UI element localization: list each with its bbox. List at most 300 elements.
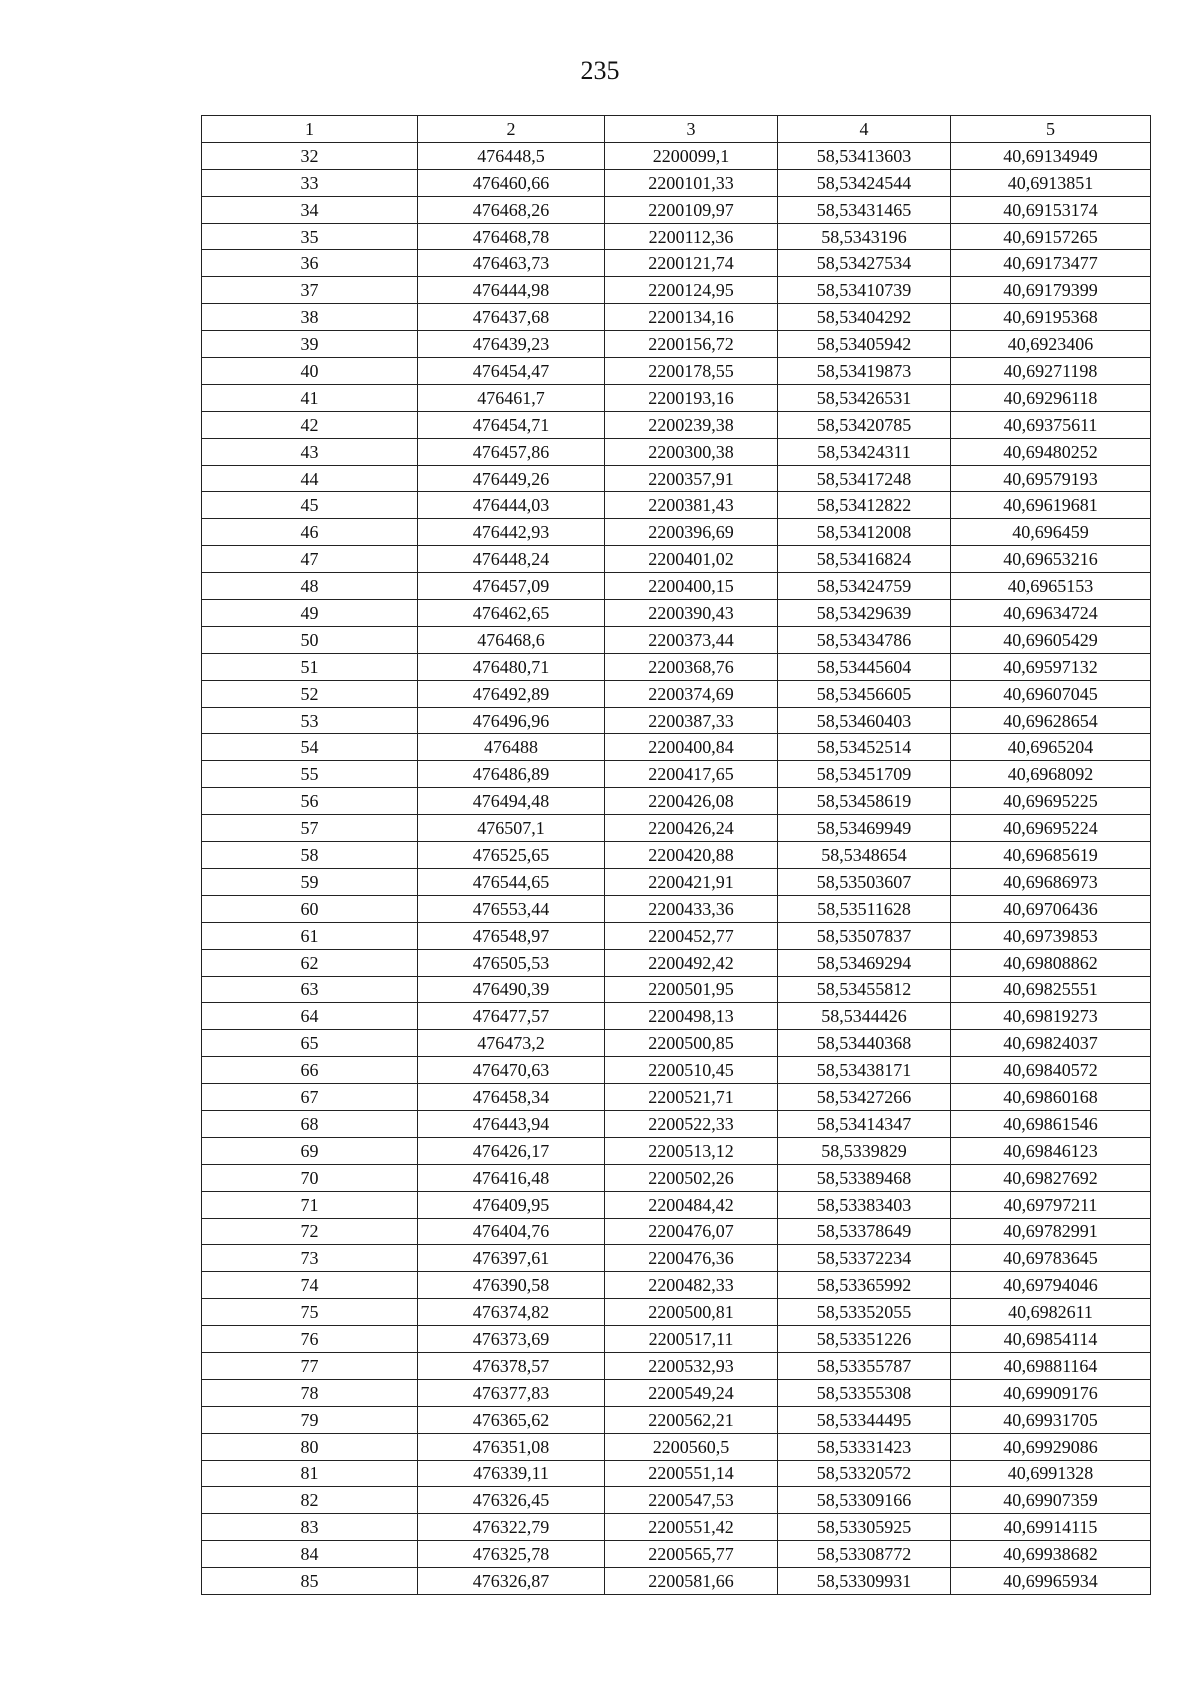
y-coordinate-cell: 2200452,77 xyxy=(605,922,778,949)
table-row xyxy=(202,169,1151,196)
table-row xyxy=(202,1191,1151,1218)
x-coordinate-cell: 476525,65 xyxy=(418,842,605,869)
latitude-cell: 58,53424759 xyxy=(778,573,951,600)
table-row xyxy=(202,546,1151,573)
table-row xyxy=(202,1487,1151,1514)
longitude-cell: 40,69931705 xyxy=(951,1406,1151,1433)
x-coordinate-cell: 476326,45 xyxy=(418,1487,605,1514)
point-number-cell: 37 xyxy=(202,277,418,304)
latitude-cell: 58,53469294 xyxy=(778,949,951,976)
longitude-cell: 40,69808862 xyxy=(951,949,1151,976)
point-number-cell: 45 xyxy=(202,492,418,519)
x-coordinate-cell: 476416,48 xyxy=(418,1164,605,1191)
latitude-cell: 58,53414347 xyxy=(778,1110,951,1137)
x-coordinate-cell: 476404,76 xyxy=(418,1218,605,1245)
table-row xyxy=(202,1003,1151,1030)
y-coordinate-cell: 2200482,33 xyxy=(605,1272,778,1299)
y-coordinate-cell: 2200357,91 xyxy=(605,465,778,492)
latitude-cell: 58,53331423 xyxy=(778,1433,951,1460)
longitude-cell: 40,69907359 xyxy=(951,1487,1151,1514)
x-coordinate-cell: 476488 xyxy=(418,734,605,761)
x-coordinate-cell: 476548,97 xyxy=(418,922,605,949)
table-row xyxy=(202,331,1151,358)
latitude-cell: 58,53456605 xyxy=(778,680,951,707)
longitude-cell: 40,69179399 xyxy=(951,277,1151,304)
longitude-cell: 40,69797211 xyxy=(951,1191,1151,1218)
longitude-cell: 40,69794046 xyxy=(951,1272,1151,1299)
y-coordinate-cell: 2200401,02 xyxy=(605,546,778,573)
latitude-cell: 58,53413603 xyxy=(778,142,951,169)
table-row xyxy=(202,842,1151,869)
point-number-cell: 62 xyxy=(202,949,418,976)
x-coordinate-cell: 476463,73 xyxy=(418,250,605,277)
point-number-cell: 78 xyxy=(202,1379,418,1406)
x-coordinate-cell: 476397,61 xyxy=(418,1245,605,1272)
y-coordinate-cell: 2200101,33 xyxy=(605,169,778,196)
x-coordinate-cell: 476437,68 xyxy=(418,304,605,331)
longitude-cell: 40,69157265 xyxy=(951,223,1151,250)
x-coordinate-cell: 476457,09 xyxy=(418,573,605,600)
longitude-cell: 40,69619681 xyxy=(951,492,1151,519)
latitude-cell: 58,53410739 xyxy=(778,277,951,304)
y-coordinate-cell: 2200112,36 xyxy=(605,223,778,250)
point-number-cell: 64 xyxy=(202,1003,418,1030)
latitude-cell: 58,53419873 xyxy=(778,358,951,385)
x-coordinate-cell: 476365,62 xyxy=(418,1406,605,1433)
latitude-cell: 58,53426531 xyxy=(778,384,951,411)
point-number-cell: 40 xyxy=(202,358,418,385)
latitude-cell: 58,53351226 xyxy=(778,1326,951,1353)
table-body xyxy=(202,142,1151,1594)
x-coordinate-cell: 476468,26 xyxy=(418,196,605,223)
latitude-cell: 58,5339829 xyxy=(778,1137,951,1164)
point-number-cell: 59 xyxy=(202,868,418,895)
x-coordinate-cell: 476486,89 xyxy=(418,761,605,788)
table-row xyxy=(202,1433,1151,1460)
table-row xyxy=(202,250,1151,277)
table-row xyxy=(202,358,1151,385)
table-row xyxy=(202,1379,1151,1406)
table-row xyxy=(202,1568,1151,1595)
x-coordinate-cell: 476390,58 xyxy=(418,1272,605,1299)
table-row xyxy=(202,707,1151,734)
y-coordinate-cell: 2200484,42 xyxy=(605,1191,778,1218)
longitude-cell: 40,69881164 xyxy=(951,1352,1151,1379)
latitude-cell: 58,53365992 xyxy=(778,1272,951,1299)
latitude-cell: 58,53372234 xyxy=(778,1245,951,1272)
table-row xyxy=(202,519,1151,546)
latitude-cell: 58,53455812 xyxy=(778,976,951,1003)
x-coordinate-cell: 476457,86 xyxy=(418,438,605,465)
latitude-cell: 58,53378649 xyxy=(778,1218,951,1245)
longitude-cell: 40,6965204 xyxy=(951,734,1151,761)
point-number-cell: 65 xyxy=(202,1030,418,1057)
x-coordinate-cell: 476492,89 xyxy=(418,680,605,707)
latitude-cell: 58,53420785 xyxy=(778,411,951,438)
point-number-cell: 56 xyxy=(202,788,418,815)
y-coordinate-cell: 2200387,33 xyxy=(605,707,778,734)
table-row xyxy=(202,895,1151,922)
y-coordinate-cell: 2200121,74 xyxy=(605,250,778,277)
y-coordinate-cell: 2200109,97 xyxy=(605,196,778,223)
x-coordinate-cell: 476325,78 xyxy=(418,1541,605,1568)
latitude-cell: 58,53434786 xyxy=(778,626,951,653)
x-coordinate-cell: 476458,34 xyxy=(418,1084,605,1111)
latitude-cell: 58,53320572 xyxy=(778,1460,951,1487)
longitude-cell: 40,6923406 xyxy=(951,331,1151,358)
y-coordinate-cell: 2200099,1 xyxy=(605,142,778,169)
header-cell: 1 xyxy=(202,116,418,143)
latitude-cell: 58,53503607 xyxy=(778,868,951,895)
longitude-cell: 40,69634724 xyxy=(951,600,1151,627)
longitude-cell: 40,69607045 xyxy=(951,680,1151,707)
x-coordinate-cell: 476461,7 xyxy=(418,384,605,411)
longitude-cell: 40,69134949 xyxy=(951,142,1151,169)
longitude-cell: 40,6913851 xyxy=(951,169,1151,196)
table-row xyxy=(202,734,1151,761)
x-coordinate-cell: 476439,23 xyxy=(418,331,605,358)
header-cell: 5 xyxy=(951,116,1151,143)
latitude-cell: 58,53305925 xyxy=(778,1514,951,1541)
latitude-cell: 58,53412008 xyxy=(778,519,951,546)
latitude-cell: 58,53405942 xyxy=(778,331,951,358)
x-coordinate-cell: 476454,71 xyxy=(418,411,605,438)
latitude-cell: 58,53344495 xyxy=(778,1406,951,1433)
latitude-cell: 58,53412822 xyxy=(778,492,951,519)
point-number-cell: 41 xyxy=(202,384,418,411)
latitude-cell: 58,53309166 xyxy=(778,1487,951,1514)
latitude-cell: 58,53427266 xyxy=(778,1084,951,1111)
y-coordinate-cell: 2200381,43 xyxy=(605,492,778,519)
longitude-cell: 40,69686973 xyxy=(951,868,1151,895)
y-coordinate-cell: 2200513,12 xyxy=(605,1137,778,1164)
latitude-cell: 58,53431465 xyxy=(778,196,951,223)
header-cell: 4 xyxy=(778,116,951,143)
table-row xyxy=(202,1541,1151,1568)
x-coordinate-cell: 476494,48 xyxy=(418,788,605,815)
x-coordinate-cell: 476426,17 xyxy=(418,1137,605,1164)
longitude-cell: 40,69685619 xyxy=(951,842,1151,869)
latitude-cell: 58,53507837 xyxy=(778,922,951,949)
longitude-cell: 40,69819273 xyxy=(951,1003,1151,1030)
point-number-cell: 50 xyxy=(202,626,418,653)
x-coordinate-cell: 476470,63 xyxy=(418,1057,605,1084)
table-row xyxy=(202,277,1151,304)
table-row xyxy=(202,626,1151,653)
longitude-cell: 40,69271198 xyxy=(951,358,1151,385)
point-number-cell: 33 xyxy=(202,169,418,196)
y-coordinate-cell: 2200501,95 xyxy=(605,976,778,1003)
table-row xyxy=(202,1406,1151,1433)
x-coordinate-cell: 476377,83 xyxy=(418,1379,605,1406)
x-coordinate-cell: 476477,57 xyxy=(418,1003,605,1030)
x-coordinate-cell: 476480,71 xyxy=(418,653,605,680)
y-coordinate-cell: 2200156,72 xyxy=(605,331,778,358)
x-coordinate-cell: 476449,26 xyxy=(418,465,605,492)
point-number-cell: 42 xyxy=(202,411,418,438)
x-coordinate-cell: 476454,47 xyxy=(418,358,605,385)
latitude-cell: 58,53355787 xyxy=(778,1352,951,1379)
table-row xyxy=(202,384,1151,411)
y-coordinate-cell: 2200390,43 xyxy=(605,600,778,627)
longitude-cell: 40,69846123 xyxy=(951,1137,1151,1164)
point-number-cell: 72 xyxy=(202,1218,418,1245)
longitude-cell: 40,69824037 xyxy=(951,1030,1151,1057)
y-coordinate-cell: 2200426,24 xyxy=(605,815,778,842)
y-coordinate-cell: 2200421,91 xyxy=(605,868,778,895)
table-row xyxy=(202,680,1151,707)
x-coordinate-cell: 476473,2 xyxy=(418,1030,605,1057)
latitude-cell: 58,5344426 xyxy=(778,1003,951,1030)
latitude-cell: 58,53438171 xyxy=(778,1057,951,1084)
latitude-cell: 58,53309931 xyxy=(778,1568,951,1595)
table-row xyxy=(202,1030,1151,1057)
table-row xyxy=(202,1352,1151,1379)
longitude-cell: 40,69480252 xyxy=(951,438,1151,465)
y-coordinate-cell: 2200239,38 xyxy=(605,411,778,438)
x-coordinate-cell: 476444,03 xyxy=(418,492,605,519)
table-row xyxy=(202,1137,1151,1164)
y-coordinate-cell: 2200532,93 xyxy=(605,1352,778,1379)
point-number-cell: 68 xyxy=(202,1110,418,1137)
y-coordinate-cell: 2200549,24 xyxy=(605,1379,778,1406)
point-number-cell: 73 xyxy=(202,1245,418,1272)
x-coordinate-cell: 476462,65 xyxy=(418,600,605,627)
longitude-cell: 40,69965934 xyxy=(951,1568,1151,1595)
longitude-cell: 40,6965153 xyxy=(951,573,1151,600)
latitude-cell: 58,53355308 xyxy=(778,1379,951,1406)
table-header-row xyxy=(202,116,1151,143)
longitude-cell: 40,6968092 xyxy=(951,761,1151,788)
latitude-cell: 58,53404292 xyxy=(778,304,951,331)
x-coordinate-cell: 476544,65 xyxy=(418,868,605,895)
y-coordinate-cell: 2200417,65 xyxy=(605,761,778,788)
y-coordinate-cell: 2200521,71 xyxy=(605,1084,778,1111)
point-number-cell: 32 xyxy=(202,142,418,169)
table-row xyxy=(202,788,1151,815)
y-coordinate-cell: 2200433,36 xyxy=(605,895,778,922)
y-coordinate-cell: 2200551,42 xyxy=(605,1514,778,1541)
x-coordinate-cell: 476468,6 xyxy=(418,626,605,653)
y-coordinate-cell: 2200300,38 xyxy=(605,438,778,465)
y-coordinate-cell: 2200522,33 xyxy=(605,1110,778,1137)
point-number-cell: 67 xyxy=(202,1084,418,1111)
table-row xyxy=(202,1245,1151,1272)
y-coordinate-cell: 2200426,08 xyxy=(605,788,778,815)
coordinates-table xyxy=(201,115,1151,1595)
longitude-cell: 40,69827692 xyxy=(951,1164,1151,1191)
point-number-cell: 57 xyxy=(202,815,418,842)
point-number-cell: 83 xyxy=(202,1514,418,1541)
longitude-cell: 40,69706436 xyxy=(951,895,1151,922)
point-number-cell: 69 xyxy=(202,1137,418,1164)
latitude-cell: 58,53458619 xyxy=(778,788,951,815)
table-row xyxy=(202,976,1151,1003)
y-coordinate-cell: 2200396,69 xyxy=(605,519,778,546)
x-coordinate-cell: 476374,82 xyxy=(418,1299,605,1326)
x-coordinate-cell: 476322,79 xyxy=(418,1514,605,1541)
point-number-cell: 52 xyxy=(202,680,418,707)
y-coordinate-cell: 2200476,07 xyxy=(605,1218,778,1245)
table-row xyxy=(202,1460,1151,1487)
table-row xyxy=(202,196,1151,223)
point-number-cell: 71 xyxy=(202,1191,418,1218)
x-coordinate-cell: 476409,95 xyxy=(418,1191,605,1218)
point-number-cell: 84 xyxy=(202,1541,418,1568)
longitude-cell: 40,69653216 xyxy=(951,546,1151,573)
table-row xyxy=(202,1164,1151,1191)
y-coordinate-cell: 2200581,66 xyxy=(605,1568,778,1595)
y-coordinate-cell: 2200178,55 xyxy=(605,358,778,385)
page-number: 235 xyxy=(580,56,620,85)
latitude-cell: 58,53417248 xyxy=(778,465,951,492)
longitude-cell: 40,69628654 xyxy=(951,707,1151,734)
table-row xyxy=(202,223,1151,250)
longitude-cell: 40,69695224 xyxy=(951,815,1151,842)
x-coordinate-cell: 476448,24 xyxy=(418,546,605,573)
longitude-cell: 40,69861546 xyxy=(951,1110,1151,1137)
table-row xyxy=(202,868,1151,895)
table-row xyxy=(202,815,1151,842)
y-coordinate-cell: 2200500,85 xyxy=(605,1030,778,1057)
longitude-cell: 40,69296118 xyxy=(951,384,1151,411)
point-number-cell: 43 xyxy=(202,438,418,465)
longitude-cell: 40,69825551 xyxy=(951,976,1151,1003)
point-number-cell: 39 xyxy=(202,331,418,358)
point-number-cell: 44 xyxy=(202,465,418,492)
y-coordinate-cell: 2200368,76 xyxy=(605,653,778,680)
latitude-cell: 58,53451709 xyxy=(778,761,951,788)
table-row xyxy=(202,438,1151,465)
latitude-cell: 58,53460403 xyxy=(778,707,951,734)
y-coordinate-cell: 2200134,16 xyxy=(605,304,778,331)
table-row xyxy=(202,465,1151,492)
longitude-cell: 40,6982611 xyxy=(951,1299,1151,1326)
table-row xyxy=(202,304,1151,331)
latitude-cell: 58,53452514 xyxy=(778,734,951,761)
table-row xyxy=(202,653,1151,680)
table-row xyxy=(202,600,1151,627)
latitude-cell: 58,53416824 xyxy=(778,546,951,573)
x-coordinate-cell: 476351,08 xyxy=(418,1433,605,1460)
point-number-cell: 53 xyxy=(202,707,418,734)
point-number-cell: 76 xyxy=(202,1326,418,1353)
table-row xyxy=(202,922,1151,949)
table-row xyxy=(202,1110,1151,1137)
point-number-cell: 58 xyxy=(202,842,418,869)
y-coordinate-cell: 2200400,15 xyxy=(605,573,778,600)
y-coordinate-cell: 2200124,95 xyxy=(605,277,778,304)
point-number-cell: 79 xyxy=(202,1406,418,1433)
y-coordinate-cell: 2200547,53 xyxy=(605,1487,778,1514)
table-row xyxy=(202,142,1151,169)
y-coordinate-cell: 2200500,81 xyxy=(605,1299,778,1326)
latitude-cell: 58,53511628 xyxy=(778,895,951,922)
table-row xyxy=(202,1057,1151,1084)
latitude-cell: 58,53427534 xyxy=(778,250,951,277)
table-row xyxy=(202,761,1151,788)
longitude-cell: 40,69605429 xyxy=(951,626,1151,653)
y-coordinate-cell: 2200193,16 xyxy=(605,384,778,411)
latitude-cell: 58,53424311 xyxy=(778,438,951,465)
longitude-cell: 40,69739853 xyxy=(951,922,1151,949)
y-coordinate-cell: 2200517,11 xyxy=(605,1326,778,1353)
longitude-cell: 40,69579193 xyxy=(951,465,1151,492)
longitude-cell: 40,69375611 xyxy=(951,411,1151,438)
y-coordinate-cell: 2200420,88 xyxy=(605,842,778,869)
point-number-cell: 55 xyxy=(202,761,418,788)
point-number-cell: 51 xyxy=(202,653,418,680)
point-number-cell: 66 xyxy=(202,1057,418,1084)
y-coordinate-cell: 2200502,26 xyxy=(605,1164,778,1191)
table-row xyxy=(202,411,1151,438)
latitude-cell: 58,53429639 xyxy=(778,600,951,627)
y-coordinate-cell: 2200560,5 xyxy=(605,1433,778,1460)
x-coordinate-cell: 476339,11 xyxy=(418,1460,605,1487)
point-number-cell: 47 xyxy=(202,546,418,573)
point-number-cell: 85 xyxy=(202,1568,418,1595)
latitude-cell: 58,53389468 xyxy=(778,1164,951,1191)
y-coordinate-cell: 2200498,13 xyxy=(605,1003,778,1030)
longitude-cell: 40,6991328 xyxy=(951,1460,1151,1487)
longitude-cell: 40,69597132 xyxy=(951,653,1151,680)
longitude-cell: 40,69854114 xyxy=(951,1326,1151,1353)
latitude-cell: 58,53440368 xyxy=(778,1030,951,1057)
latitude-cell: 58,53352055 xyxy=(778,1299,951,1326)
point-number-cell: 49 xyxy=(202,600,418,627)
longitude-cell: 40,69860168 xyxy=(951,1084,1151,1111)
point-number-cell: 35 xyxy=(202,223,418,250)
x-coordinate-cell: 476373,69 xyxy=(418,1326,605,1353)
latitude-cell: 58,53424544 xyxy=(778,169,951,196)
x-coordinate-cell: 476326,87 xyxy=(418,1568,605,1595)
longitude-cell: 40,69195368 xyxy=(951,304,1151,331)
table-row xyxy=(202,1326,1151,1353)
x-coordinate-cell: 476507,1 xyxy=(418,815,605,842)
header-cell: 2 xyxy=(418,116,605,143)
longitude-cell: 40,69695225 xyxy=(951,788,1151,815)
x-coordinate-cell: 476553,44 xyxy=(418,895,605,922)
point-number-cell: 80 xyxy=(202,1433,418,1460)
table-row xyxy=(202,949,1151,976)
x-coordinate-cell: 476444,98 xyxy=(418,277,605,304)
x-coordinate-cell: 476460,66 xyxy=(418,169,605,196)
point-number-cell: 74 xyxy=(202,1272,418,1299)
longitude-cell: 40,69914115 xyxy=(951,1514,1151,1541)
point-number-cell: 61 xyxy=(202,922,418,949)
latitude-cell: 58,5348654 xyxy=(778,842,951,869)
x-coordinate-cell: 476442,93 xyxy=(418,519,605,546)
longitude-cell: 40,69783645 xyxy=(951,1245,1151,1272)
table-row xyxy=(202,1084,1151,1111)
table-row xyxy=(202,1272,1151,1299)
point-number-cell: 60 xyxy=(202,895,418,922)
latitude-cell: 58,53308772 xyxy=(778,1541,951,1568)
point-number-cell: 46 xyxy=(202,519,418,546)
point-number-cell: 54 xyxy=(202,734,418,761)
longitude-cell: 40,69782991 xyxy=(951,1218,1151,1245)
x-coordinate-cell: 476505,53 xyxy=(418,949,605,976)
longitude-cell: 40,69909176 xyxy=(951,1379,1151,1406)
x-coordinate-cell: 476443,94 xyxy=(418,1110,605,1137)
latitude-cell: 58,53445604 xyxy=(778,653,951,680)
point-number-cell: 48 xyxy=(202,573,418,600)
longitude-cell: 40,696459 xyxy=(951,519,1151,546)
y-coordinate-cell: 2200374,69 xyxy=(605,680,778,707)
table-row xyxy=(202,492,1151,519)
x-coordinate-cell: 476468,78 xyxy=(418,223,605,250)
point-number-cell: 75 xyxy=(202,1299,418,1326)
